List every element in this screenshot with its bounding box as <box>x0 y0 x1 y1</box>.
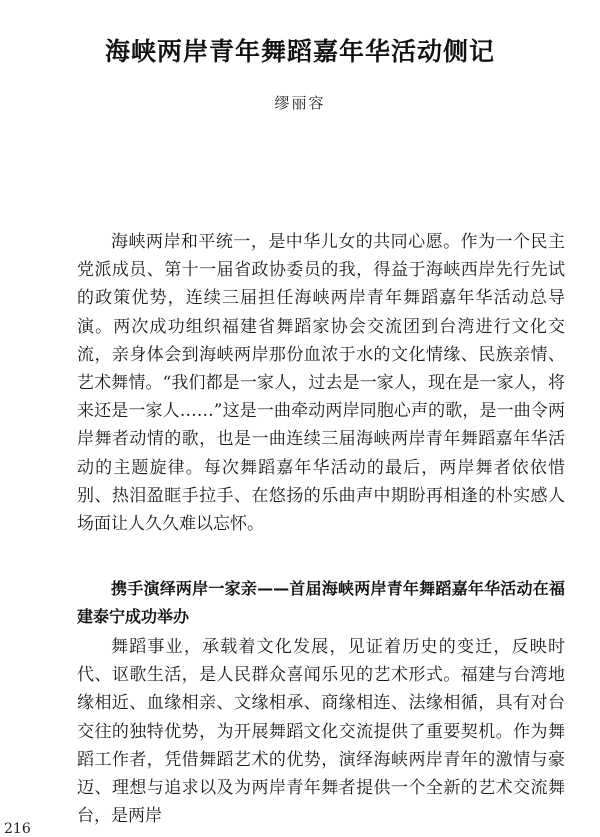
article-title: 海峡两岸青年舞蹈嘉年华活动侧记 <box>104 37 495 66</box>
page-number: 216 <box>4 821 31 837</box>
body-paragraph-2: 舞蹈事业，承载着文化发展，见证着历史的变迁，反映时代、讴歌生活，是人民群众喜闻乐见的艺术形式。福建与台湾地缘相近、血缘相亲、文缘相承、商缘相连、法缘相循，具有对台交往的独特优势，为开展舞蹈文化交流提供了重要契机。作为舞蹈工作者，凭借舞蹈艺术的优势，演绎海峡两岸青年的激情与豪迈、理想与追求以及为两岸青年舞者提供一个全新的艺术交流舞台，是两岸 <box>77 637 565 827</box>
article-author: 缪丽容 <box>274 94 326 112</box>
section-heading: 携手演绎两岸一家亲——首届海峡两岸青年舞蹈嘉年华活动在福建泰宁成功举办 <box>77 579 565 626</box>
body-paragraph-1: 海峡两岸和平统一，是中华儿女的共同心愿。作为一个民主党派成员、第十一届省政协委员的我，得益于海峡西岸先行先试的政策优势，连续三届担任海峡两岸青年舞蹈嘉年华活动总导演。两次成功组织福建省舞蹈家协会交流团到台湾进行文化交流，亲身体会到海峡两岸那份血浓于水的文化情缘、民族亲情、艺术舞情。“我们都是一家人，过去是一家人，现在是一家人，将来还是一家人……”这是一曲牵动两岸同胞心声的歌，是一曲令两岸舞者动情的歌，也是一曲连续三届海峡两岸青年舞蹈嘉年华活动的主题旋律。每次舞蹈嘉年华活动的最后，两岸舞者依依惜别、热泪盈眶手拉手、在悠扬的乐曲声中期盼再相逢的朴实感人场面让人久久难以忘怀。 <box>77 232 565 535</box>
